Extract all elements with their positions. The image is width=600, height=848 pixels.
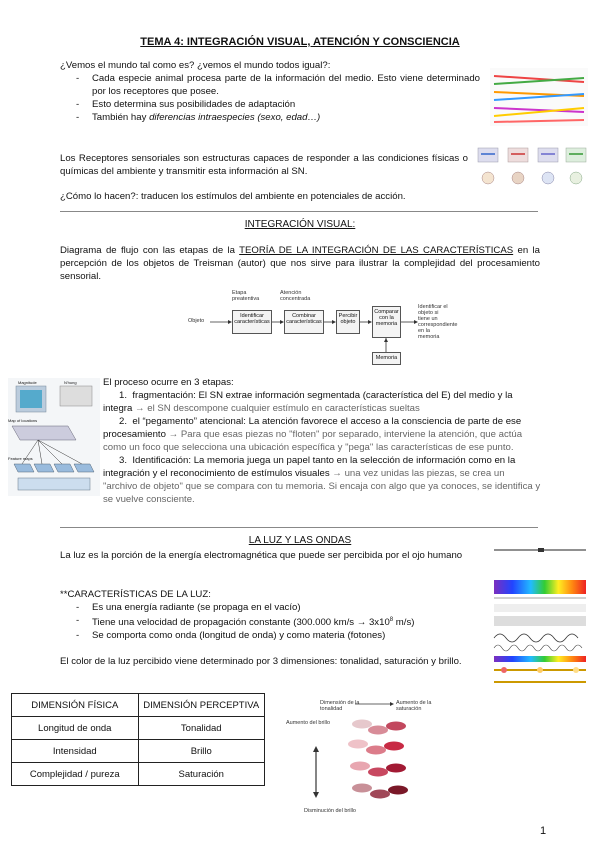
- intro-bullet-1: - Cada especie animal procesa parte de la información del medio. Esto viene determinado por los receptores que posee.: [76, 72, 480, 98]
- table-header-fisica: DIMENSIÓN FÍSICA: [12, 694, 139, 717]
- table-header-perceptiva: DIMENSIÓN PERCEPTIVA: [138, 694, 265, 717]
- color-swatches: [280, 694, 460, 822]
- step-1: [103, 389, 541, 415]
- flow-box-memoria: Memoria: [372, 352, 401, 365]
- flow-box-identificar: Identificar características: [232, 310, 272, 334]
- divider-1: [60, 211, 538, 212]
- luz-definition: La luz es la porción de la energía electromagnética que puede ser percibida por el ojo humano: [60, 550, 463, 561]
- intro-question: ¿Vemos el mundo tal como es? ¿vemos el mundo todos igual?:: [60, 60, 331, 71]
- integracion-para-start: Diagrama de flujo con las etapas de la: [60, 245, 240, 256]
- treisman-flow-diagram: [188, 286, 458, 368]
- figure-label-map-of-locations: Map of locations: [8, 418, 38, 423]
- process-steps: [103, 389, 541, 506]
- feature-maps-figure: [8, 378, 100, 496]
- species-vision-figure: [490, 68, 588, 126]
- receptores-text: Los Receptores sensoriales son estructuras capaces de responder a las condiciones físicas o químicas del ambiente y transmitir esta información al SN.: [60, 153, 468, 177]
- step-3-main: : La memoria juega un papel tanto en la selección de información como en la integración y el reconocimiento de estímulos visuales: [103, 455, 516, 479]
- step-2-label: el “pegamento” atencional: [132, 416, 244, 427]
- table-cell: Intensidad: [12, 740, 139, 763]
- section-heading-integracion: INTEGRACIÓN VISUAL:: [244, 219, 356, 230]
- receptors-figure: [474, 146, 590, 190]
- page-number: 1: [540, 825, 547, 837]
- table-header-row: [12, 694, 265, 717]
- table-cell: Complejidad / pureza: [12, 763, 139, 786]
- table-cell: Saturación: [138, 763, 265, 786]
- receptores-how: ¿Cómo lo hacen?: traducen los estímulos del ambiente en potenciales de acción.: [60, 191, 406, 202]
- intro-bullet-2: - Esto determina sus posibilidades de adaptación: [76, 98, 480, 111]
- flow-stage-preatentiva: Etapa preatentiva: [232, 290, 260, 302]
- luz-color-text: El color de la luz percibido viene determinado por 3 dimensiones: tonalidad, saturación y brillo.: [60, 656, 462, 667]
- luz-char-1: - Es una energía radiante (se propaga en el vacío): [76, 601, 496, 614]
- intro-bullet-3-italic: diferencias intraespecies (sexo, edad…): [149, 112, 321, 123]
- integracion-para-end: en la percepción de los objetos de Treisman (autor) que nos sirve para ilustrar la complejidad del procesamiento sensorial.: [60, 245, 540, 282]
- figure-label-nhung: N'hung: [64, 380, 77, 385]
- table-row: [12, 740, 265, 763]
- step-2-main: : La atención favorece el acceso a la consciencia de parte de ese procesamiento: [103, 416, 522, 440]
- step-1-label: fragmentación: [132, 390, 194, 401]
- luz-char-2-sup: 8: [389, 617, 394, 623]
- integracion-theory-link: TEORÍA DE LA INTEGRACIÓN DE LAS CARACTERÍSTICAS: [239, 245, 514, 256]
- color-fig-brillo-up-label: Aumento del brillo: [286, 720, 331, 726]
- table-row: [12, 763, 265, 786]
- step-3-label: Identificación: [132, 455, 189, 466]
- spectrum-figure: [488, 542, 592, 692]
- step-3-num: 3.: [119, 455, 128, 466]
- luz-char-heading: **CARACTERÍSTICAS DE LA LUZ:: [60, 589, 211, 600]
- figure-label-magnitude: Magnitude: [18, 380, 37, 385]
- step-1-grey: → el SN descompone cualquier estímulo en características sueltas: [132, 403, 420, 414]
- color-fig-tonalidad-label: Dimensión de la tonalidad: [320, 700, 360, 712]
- step-3: [103, 454, 541, 506]
- flow-box-percibir: Percibir objeto: [336, 310, 360, 334]
- luz-char-2-text: Tiene una velocidad de propagación constante (300.000 km/s → 3x10: [92, 617, 390, 629]
- step-2: [103, 415, 541, 454]
- integracion-paragraph: [60, 244, 540, 283]
- step-1-main: : El SN extrae información segmentada (característica del E) del medio y la integra: [103, 390, 513, 414]
- dimensions-table: [11, 693, 265, 786]
- table-cell: Tonalidad: [138, 717, 265, 740]
- luz-char-2-end: m/s): [393, 617, 415, 629]
- table-row: [12, 717, 265, 740]
- step-2-grey: → Para que esas piezas no "floten" por separado, interviene la atención, que actúa como un foco que selecciona una ubicación específica y "pega" las características de ese punto.: [103, 429, 523, 453]
- intro-bullets: [76, 72, 480, 124]
- color-fig-saturacion-label: Aumento de la saturación: [396, 700, 432, 712]
- table-cell: Brillo: [138, 740, 265, 763]
- table-cell: Longitud de onda: [12, 717, 139, 740]
- figure-label-feature-maps: Feature maps: [8, 456, 33, 461]
- flow-box-combinar: Combinar características: [284, 310, 324, 334]
- intro-bullet-3: [76, 111, 480, 124]
- flow-box-comparar: Comparar con la memoria: [372, 306, 401, 338]
- luz-char-2: [76, 614, 496, 629]
- page-title: TEMA 4: INTEGRACIÓN VISUAL, ATENCIÓN Y CONSCIENCIA: [140, 36, 460, 48]
- step-3-grey: → una vez unidas las piezas, se crea un "archivo de objeto" que se compara con tu memoria. Si encaja con algo que ya conoces, se identifica y se vuelve consciente.: [103, 468, 541, 505]
- feature-maps-graphic: [8, 378, 100, 496]
- luz-char-3: - Se comporta como onda (longitud de onda) y como materia (fotones): [76, 629, 496, 642]
- process-intro: El proceso ocurre en 3 etapas:: [103, 377, 234, 388]
- flow-result: Identificar el objeto si tiene un correspondiente en la memoria: [418, 304, 458, 340]
- flow-stage-atencion: Atención concentrada: [280, 290, 311, 302]
- step-1-num: 1.: [119, 390, 128, 401]
- color-fig-brillo-down-label: Disminución del brillo: [304, 808, 356, 814]
- intro-bullet-3-text: También hay: [92, 112, 150, 123]
- flow-objeto-label: Objeto: [188, 318, 205, 324]
- color-dimensions-figure: [280, 694, 460, 822]
- luz-characteristics: [76, 601, 496, 642]
- section-heading-luz: LA LUZ Y LAS ONDAS: [248, 535, 352, 546]
- step-2-num: 2.: [119, 416, 128, 427]
- divider-2: [60, 527, 538, 528]
